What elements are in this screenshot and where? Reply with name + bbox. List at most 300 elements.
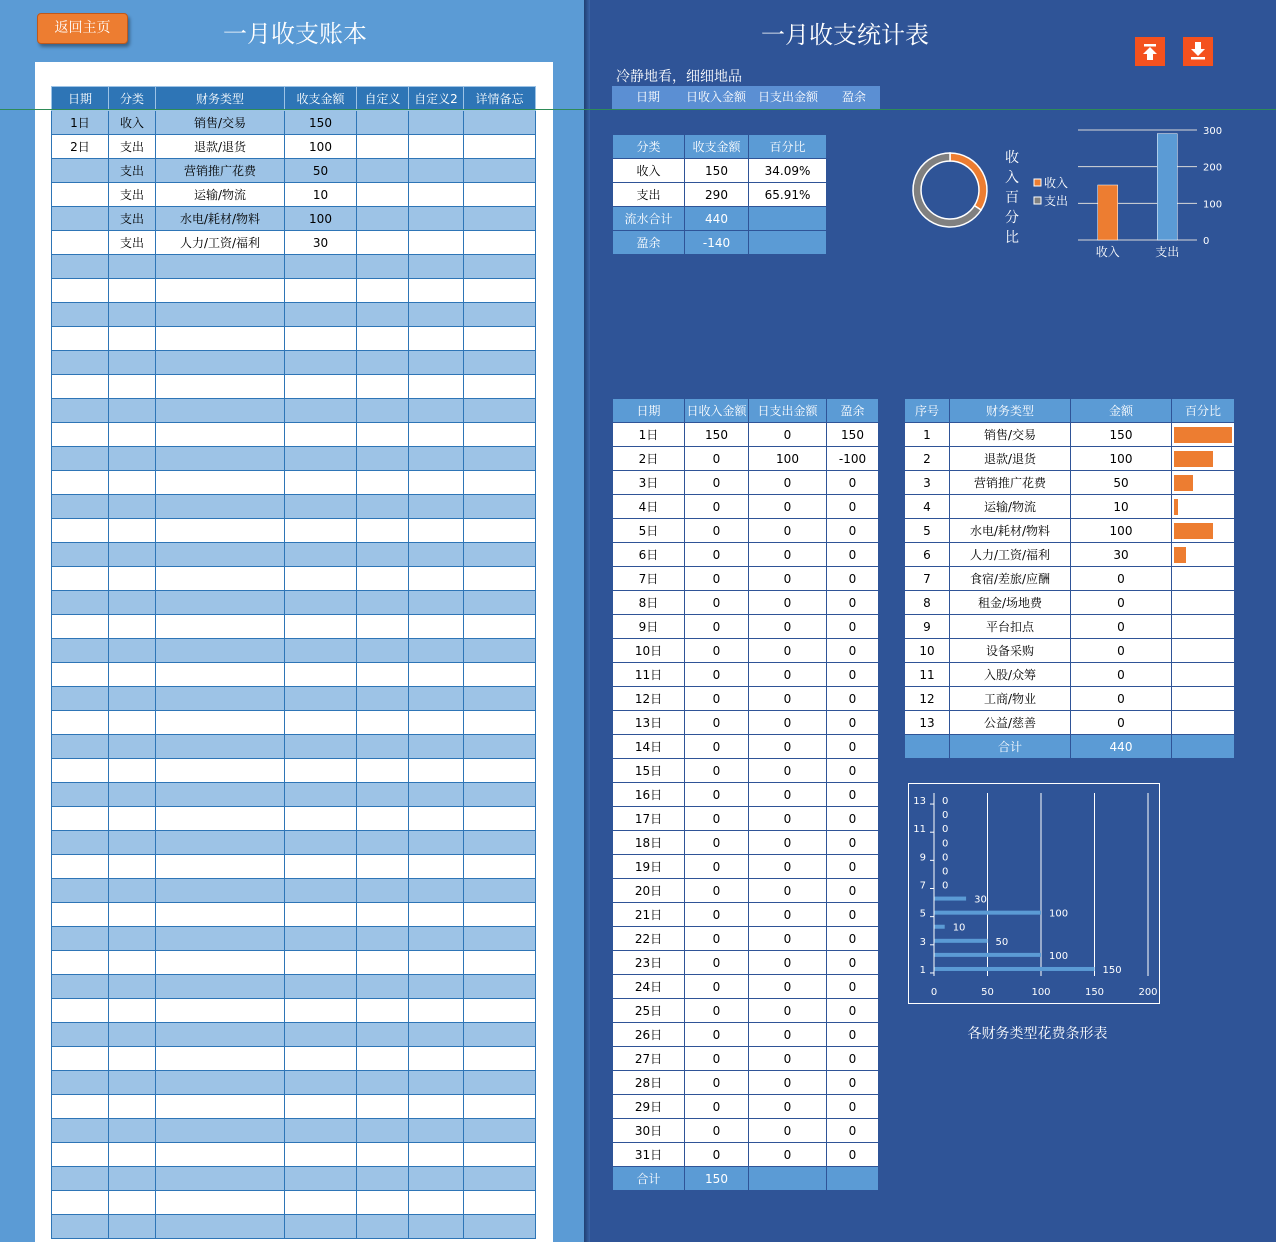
ledger-cell[interactable] bbox=[464, 1167, 536, 1191]
ledger-cell[interactable] bbox=[285, 567, 357, 591]
ledger-cell[interactable] bbox=[52, 591, 109, 615]
ledger-cell[interactable] bbox=[464, 399, 536, 423]
ledger-cell[interactable] bbox=[464, 711, 536, 735]
ledger-cell[interactable] bbox=[109, 735, 156, 759]
ledger-cell[interactable] bbox=[52, 351, 109, 375]
ledger-cell[interactable] bbox=[285, 663, 357, 687]
ledger-cell[interactable] bbox=[52, 1215, 109, 1239]
ledger-cell[interactable] bbox=[464, 1143, 536, 1167]
ledger-cell[interactable] bbox=[357, 783, 409, 807]
ledger-cell[interactable] bbox=[357, 183, 409, 207]
ledger-cell[interactable] bbox=[52, 183, 109, 207]
ledger-cell[interactable] bbox=[109, 495, 156, 519]
ledger-cell[interactable] bbox=[464, 231, 536, 255]
ledger-cell[interactable] bbox=[409, 999, 464, 1023]
ledger-cell[interactable] bbox=[109, 663, 156, 687]
ledger-cell[interactable] bbox=[357, 519, 409, 543]
ledger-cell[interactable] bbox=[409, 951, 464, 975]
ledger-cell[interactable] bbox=[357, 159, 409, 183]
ledger-cell[interactable] bbox=[409, 759, 464, 783]
ledger-cell[interactable] bbox=[52, 1047, 109, 1071]
export-up-icon[interactable] bbox=[1135, 37, 1165, 66]
ledger-cell[interactable] bbox=[109, 639, 156, 663]
ledger-cell[interactable] bbox=[285, 1023, 357, 1047]
ledger-cell[interactable] bbox=[285, 711, 357, 735]
ledger-cell[interactable] bbox=[409, 831, 464, 855]
ledger-cell[interactable]: 支出 bbox=[109, 231, 156, 255]
ledger-cell[interactable]: 1日 bbox=[52, 111, 109, 135]
ledger-cell[interactable] bbox=[357, 375, 409, 399]
ledger-cell[interactable] bbox=[52, 999, 109, 1023]
ledger-cell[interactable] bbox=[409, 351, 464, 375]
download-icon[interactable] bbox=[1183, 37, 1213, 66]
ledger-cell[interactable] bbox=[285, 999, 357, 1023]
ledger-cell[interactable] bbox=[52, 975, 109, 999]
ledger-cell[interactable] bbox=[156, 615, 285, 639]
ledger-cell[interactable] bbox=[464, 135, 536, 159]
ledger-cell[interactable] bbox=[109, 783, 156, 807]
ledger-cell[interactable] bbox=[285, 783, 357, 807]
ledger-cell[interactable] bbox=[464, 1023, 536, 1047]
ledger-cell[interactable] bbox=[109, 807, 156, 831]
ledger-cell[interactable] bbox=[109, 1143, 156, 1167]
ledger-cell[interactable] bbox=[52, 951, 109, 975]
ledger-cell[interactable] bbox=[109, 351, 156, 375]
ledger-cell[interactable] bbox=[156, 375, 285, 399]
ledger-cell[interactable] bbox=[357, 927, 409, 951]
ledger-cell[interactable] bbox=[109, 591, 156, 615]
ledger-cell[interactable] bbox=[109, 903, 156, 927]
ledger-cell[interactable] bbox=[285, 903, 357, 927]
ledger-cell[interactable] bbox=[464, 903, 536, 927]
ledger-cell[interactable] bbox=[52, 231, 109, 255]
ledger-cell[interactable] bbox=[464, 975, 536, 999]
ledger-cell[interactable] bbox=[52, 279, 109, 303]
ledger-cell[interactable] bbox=[464, 807, 536, 831]
ledger-cell[interactable] bbox=[464, 327, 536, 351]
ledger-cell[interactable] bbox=[357, 471, 409, 495]
ledger-cell[interactable] bbox=[109, 879, 156, 903]
ledger-cell[interactable] bbox=[285, 423, 357, 447]
back-home-button[interactable]: 返回主页 bbox=[37, 13, 128, 44]
ledger-cell[interactable] bbox=[109, 375, 156, 399]
ledger-cell[interactable] bbox=[285, 1215, 357, 1239]
ledger-cell[interactable] bbox=[109, 471, 156, 495]
ledger-cell[interactable]: 2日 bbox=[52, 135, 109, 159]
ledger-cell[interactable] bbox=[357, 111, 409, 135]
ledger-cell[interactable] bbox=[464, 687, 536, 711]
ledger-cell[interactable] bbox=[409, 375, 464, 399]
ledger-cell[interactable] bbox=[409, 1143, 464, 1167]
ledger-cell[interactable] bbox=[109, 975, 156, 999]
ledger-cell[interactable] bbox=[285, 759, 357, 783]
ledger-cell[interactable] bbox=[52, 615, 109, 639]
ledger-cell[interactable]: 运输/物流 bbox=[156, 183, 285, 207]
ledger-cell[interactable] bbox=[357, 615, 409, 639]
ledger-cell[interactable] bbox=[357, 1119, 409, 1143]
ledger-cell[interactable] bbox=[156, 471, 285, 495]
ledger-cell[interactable] bbox=[464, 735, 536, 759]
ledger-cell[interactable] bbox=[156, 711, 285, 735]
ledger-cell[interactable] bbox=[285, 447, 357, 471]
ledger-cell[interactable]: 50 bbox=[285, 159, 357, 183]
ledger-cell[interactable]: 支出 bbox=[109, 207, 156, 231]
ledger-cell[interactable] bbox=[409, 183, 464, 207]
ledger-cell[interactable] bbox=[285, 351, 357, 375]
ledger-cell[interactable] bbox=[156, 663, 285, 687]
ledger-cell[interactable] bbox=[109, 279, 156, 303]
ledger-cell[interactable] bbox=[409, 111, 464, 135]
ledger-cell[interactable] bbox=[409, 567, 464, 591]
ledger-cell[interactable] bbox=[357, 255, 409, 279]
ledger-cell[interactable] bbox=[357, 1167, 409, 1191]
ledger-cell[interactable] bbox=[357, 303, 409, 327]
ledger-cell[interactable] bbox=[285, 471, 357, 495]
ledger-cell[interactable] bbox=[52, 1119, 109, 1143]
ledger-cell[interactable] bbox=[357, 855, 409, 879]
ledger-cell[interactable] bbox=[52, 255, 109, 279]
ledger-cell[interactable] bbox=[464, 1119, 536, 1143]
ledger-cell[interactable] bbox=[464, 207, 536, 231]
ledger-cell[interactable] bbox=[409, 543, 464, 567]
ledger-cell[interactable] bbox=[52, 759, 109, 783]
ledger-cell[interactable] bbox=[52, 711, 109, 735]
ledger-cell[interactable] bbox=[156, 879, 285, 903]
ledger-cell[interactable] bbox=[109, 255, 156, 279]
ledger-cell[interactable] bbox=[109, 1095, 156, 1119]
ledger-cell[interactable] bbox=[109, 327, 156, 351]
ledger-cell[interactable] bbox=[109, 519, 156, 543]
ledger-cell[interactable] bbox=[109, 711, 156, 735]
ledger-cell[interactable] bbox=[52, 855, 109, 879]
ledger-cell[interactable] bbox=[156, 999, 285, 1023]
ledger-cell[interactable]: 100 bbox=[285, 207, 357, 231]
ledger-cell[interactable] bbox=[52, 903, 109, 927]
ledger-cell[interactable]: 人力/工资/福利 bbox=[156, 231, 285, 255]
ledger-cell[interactable] bbox=[52, 831, 109, 855]
ledger-cell[interactable] bbox=[357, 711, 409, 735]
ledger-cell[interactable] bbox=[109, 855, 156, 879]
ledger-cell[interactable] bbox=[109, 399, 156, 423]
ledger-cell[interactable] bbox=[156, 783, 285, 807]
ledger-cell[interactable] bbox=[464, 1215, 536, 1239]
ledger-cell[interactable] bbox=[464, 423, 536, 447]
ledger-cell[interactable] bbox=[285, 855, 357, 879]
ledger-cell[interactable] bbox=[409, 1167, 464, 1191]
ledger-cell[interactable] bbox=[52, 327, 109, 351]
ledger-cell[interactable] bbox=[52, 1143, 109, 1167]
ledger-cell[interactable] bbox=[409, 663, 464, 687]
ledger-cell[interactable] bbox=[409, 1215, 464, 1239]
ledger-cell[interactable] bbox=[357, 807, 409, 831]
ledger-cell[interactable] bbox=[464, 303, 536, 327]
ledger-cell[interactable] bbox=[409, 639, 464, 663]
ledger-cell[interactable] bbox=[357, 639, 409, 663]
ledger-cell[interactable] bbox=[357, 759, 409, 783]
ledger-cell[interactable] bbox=[409, 303, 464, 327]
ledger-cell[interactable] bbox=[285, 639, 357, 663]
ledger-cell[interactable] bbox=[156, 807, 285, 831]
ledger-cell[interactable] bbox=[409, 1023, 464, 1047]
ledger-cell[interactable] bbox=[52, 1023, 109, 1047]
ledger-cell[interactable] bbox=[464, 1071, 536, 1095]
ledger-cell[interactable] bbox=[109, 951, 156, 975]
ledger-cell[interactable] bbox=[409, 423, 464, 447]
ledger-cell[interactable] bbox=[357, 447, 409, 471]
ledger-cell[interactable] bbox=[285, 495, 357, 519]
ledger-cell[interactable] bbox=[464, 111, 536, 135]
ledger-cell[interactable] bbox=[52, 159, 109, 183]
ledger-cell[interactable] bbox=[409, 1095, 464, 1119]
ledger-cell[interactable] bbox=[52, 303, 109, 327]
ledger-cell[interactable] bbox=[52, 399, 109, 423]
ledger-cell[interactable] bbox=[409, 1071, 464, 1095]
ledger-cell[interactable] bbox=[156, 951, 285, 975]
ledger-cell[interactable] bbox=[464, 543, 536, 567]
ledger-cell[interactable]: 30 bbox=[285, 231, 357, 255]
ledger-cell[interactable] bbox=[464, 255, 536, 279]
ledger-cell[interactable] bbox=[52, 735, 109, 759]
ledger-cell[interactable] bbox=[357, 1071, 409, 1095]
ledger-cell[interactable] bbox=[156, 735, 285, 759]
ledger-cell[interactable] bbox=[409, 687, 464, 711]
ledger-cell[interactable] bbox=[52, 519, 109, 543]
ledger-cell[interactable] bbox=[464, 567, 536, 591]
ledger-cell[interactable] bbox=[156, 591, 285, 615]
ledger-cell[interactable] bbox=[357, 831, 409, 855]
ledger-cell[interactable] bbox=[109, 1071, 156, 1095]
ledger-cell[interactable] bbox=[357, 327, 409, 351]
ledger-cell[interactable] bbox=[52, 543, 109, 567]
ledger-cell[interactable] bbox=[357, 975, 409, 999]
ledger-cell[interactable] bbox=[357, 399, 409, 423]
ledger-cell[interactable] bbox=[156, 855, 285, 879]
ledger-cell[interactable] bbox=[409, 327, 464, 351]
ledger-cell[interactable] bbox=[285, 255, 357, 279]
ledger-cell[interactable]: 支出 bbox=[109, 183, 156, 207]
ledger-cell[interactable] bbox=[285, 591, 357, 615]
ledger-cell[interactable] bbox=[357, 567, 409, 591]
ledger-cell[interactable] bbox=[409, 903, 464, 927]
ledger-cell[interactable] bbox=[52, 1071, 109, 1095]
ledger-cell[interactable] bbox=[156, 1071, 285, 1095]
ledger-cell[interactable] bbox=[357, 1143, 409, 1167]
ledger-cell[interactable] bbox=[109, 927, 156, 951]
ledger-cell[interactable] bbox=[357, 999, 409, 1023]
ledger-cell[interactable] bbox=[464, 447, 536, 471]
ledger-cell[interactable] bbox=[409, 927, 464, 951]
ledger-cell[interactable] bbox=[357, 207, 409, 231]
ledger-cell[interactable] bbox=[285, 1167, 357, 1191]
ledger-cell[interactable] bbox=[409, 399, 464, 423]
ledger-cell[interactable] bbox=[109, 303, 156, 327]
ledger-cell[interactable] bbox=[156, 543, 285, 567]
ledger-cell[interactable]: 退款/退货 bbox=[156, 135, 285, 159]
ledger-cell[interactable] bbox=[285, 615, 357, 639]
ledger-cell[interactable] bbox=[285, 1071, 357, 1095]
ledger-cell[interactable] bbox=[464, 591, 536, 615]
ledger-cell[interactable] bbox=[109, 831, 156, 855]
ledger-cell[interactable] bbox=[285, 951, 357, 975]
ledger-cell[interactable] bbox=[285, 279, 357, 303]
ledger-cell[interactable] bbox=[357, 1095, 409, 1119]
ledger-cell[interactable] bbox=[409, 231, 464, 255]
ledger-cell[interactable] bbox=[409, 159, 464, 183]
ledger-cell[interactable] bbox=[464, 495, 536, 519]
ledger-cell[interactable] bbox=[156, 687, 285, 711]
ledger-cell[interactable] bbox=[156, 639, 285, 663]
ledger-cell[interactable] bbox=[464, 663, 536, 687]
ledger-cell[interactable] bbox=[285, 543, 357, 567]
ledger-cell[interactable]: 收入 bbox=[109, 111, 156, 135]
ledger-cell[interactable] bbox=[156, 495, 285, 519]
ledger-cell[interactable] bbox=[156, 303, 285, 327]
ledger-cell[interactable] bbox=[156, 1023, 285, 1047]
ledger-cell[interactable] bbox=[52, 447, 109, 471]
ledger-cell[interactable]: 150 bbox=[285, 111, 357, 135]
ledger-cell[interactable] bbox=[285, 927, 357, 951]
ledger-cell[interactable] bbox=[464, 951, 536, 975]
ledger-cell[interactable] bbox=[285, 327, 357, 351]
ledger-cell[interactable] bbox=[409, 471, 464, 495]
ledger-cell[interactable] bbox=[156, 1095, 285, 1119]
ledger-cell[interactable]: 水电/耗材/物料 bbox=[156, 207, 285, 231]
ledger-cell[interactable] bbox=[109, 1119, 156, 1143]
ledger-cell[interactable] bbox=[285, 807, 357, 831]
ledger-cell[interactable] bbox=[464, 783, 536, 807]
ledger-cell[interactable] bbox=[464, 471, 536, 495]
ledger-cell[interactable] bbox=[409, 495, 464, 519]
ledger-cell[interactable] bbox=[156, 423, 285, 447]
ledger-cell[interactable] bbox=[156, 255, 285, 279]
ledger-cell[interactable] bbox=[357, 279, 409, 303]
ledger-cell[interactable]: 100 bbox=[285, 135, 357, 159]
ledger-cell[interactable] bbox=[464, 615, 536, 639]
ledger-cell[interactable] bbox=[109, 687, 156, 711]
ledger-cell[interactable] bbox=[464, 1047, 536, 1071]
ledger-cell[interactable] bbox=[156, 327, 285, 351]
ledger-cell[interactable] bbox=[285, 1191, 357, 1215]
ledger-cell[interactable] bbox=[285, 375, 357, 399]
ledger-cell[interactable] bbox=[285, 1143, 357, 1167]
ledger-cell[interactable] bbox=[156, 279, 285, 303]
ledger-cell[interactable] bbox=[52, 783, 109, 807]
ledger-cell[interactable] bbox=[109, 999, 156, 1023]
ledger-cell[interactable] bbox=[156, 975, 285, 999]
ledger-cell[interactable] bbox=[285, 687, 357, 711]
ledger-cell[interactable] bbox=[464, 279, 536, 303]
ledger-cell[interactable] bbox=[409, 207, 464, 231]
ledger-cell[interactable] bbox=[357, 423, 409, 447]
ledger-cell[interactable] bbox=[285, 879, 357, 903]
ledger-cell[interactable] bbox=[464, 759, 536, 783]
ledger-cell[interactable] bbox=[52, 663, 109, 687]
ledger-cell[interactable] bbox=[156, 519, 285, 543]
ledger-cell[interactable] bbox=[357, 231, 409, 255]
ledger-cell[interactable] bbox=[109, 1023, 156, 1047]
ledger-cell[interactable] bbox=[464, 1095, 536, 1119]
ledger-cell[interactable] bbox=[109, 1167, 156, 1191]
ledger-cell[interactable] bbox=[357, 1215, 409, 1239]
ledger-cell[interactable] bbox=[357, 663, 409, 687]
ledger-cell[interactable] bbox=[464, 855, 536, 879]
ledger-cell[interactable] bbox=[285, 399, 357, 423]
ledger-cell[interactable]: 10 bbox=[285, 183, 357, 207]
ledger-cell[interactable] bbox=[409, 783, 464, 807]
ledger-cell[interactable] bbox=[409, 279, 464, 303]
ledger-cell[interactable] bbox=[464, 879, 536, 903]
ledger-cell[interactable] bbox=[285, 1119, 357, 1143]
ledger-cell[interactable] bbox=[409, 711, 464, 735]
ledger-cell[interactable]: 支出 bbox=[109, 159, 156, 183]
ledger-cell[interactable] bbox=[409, 591, 464, 615]
ledger-cell[interactable] bbox=[464, 1191, 536, 1215]
ledger-cell[interactable] bbox=[109, 615, 156, 639]
ledger-cell[interactable] bbox=[409, 447, 464, 471]
ledger-cell[interactable] bbox=[156, 903, 285, 927]
ledger-cell[interactable] bbox=[409, 615, 464, 639]
ledger-cell[interactable] bbox=[109, 543, 156, 567]
ledger-cell[interactable] bbox=[409, 1119, 464, 1143]
ledger-cell[interactable] bbox=[464, 183, 536, 207]
ledger-cell[interactable] bbox=[285, 831, 357, 855]
ledger-cell[interactable] bbox=[464, 999, 536, 1023]
ledger-cell[interactable] bbox=[285, 519, 357, 543]
ledger-cell[interactable] bbox=[357, 687, 409, 711]
ledger-cell[interactable] bbox=[52, 567, 109, 591]
ledger-cell[interactable] bbox=[156, 351, 285, 375]
ledger-cell[interactable]: 支出 bbox=[109, 135, 156, 159]
ledger-cell[interactable] bbox=[52, 471, 109, 495]
ledger-cell[interactable] bbox=[156, 1215, 285, 1239]
ledger-cell[interactable] bbox=[464, 159, 536, 183]
ledger-cell[interactable] bbox=[109, 1215, 156, 1239]
ledger-cell[interactable] bbox=[464, 519, 536, 543]
ledger-cell[interactable] bbox=[409, 255, 464, 279]
ledger-cell[interactable]: 销售/交易 bbox=[156, 111, 285, 135]
ledger-cell[interactable] bbox=[285, 303, 357, 327]
ledger-cell[interactable] bbox=[156, 1167, 285, 1191]
ledger-cell[interactable] bbox=[109, 1047, 156, 1071]
ledger-cell[interactable] bbox=[464, 375, 536, 399]
ledger-cell[interactable] bbox=[52, 687, 109, 711]
ledger-cell[interactable] bbox=[357, 351, 409, 375]
ledger-cell[interactable] bbox=[156, 831, 285, 855]
ledger-cell[interactable] bbox=[156, 1047, 285, 1071]
ledger-cell[interactable] bbox=[409, 1047, 464, 1071]
ledger-cell[interactable] bbox=[52, 927, 109, 951]
ledger-cell[interactable] bbox=[156, 1119, 285, 1143]
ledger-cell[interactable] bbox=[52, 495, 109, 519]
ledger-cell[interactable] bbox=[464, 831, 536, 855]
ledger-cell[interactable] bbox=[52, 807, 109, 831]
ledger-cell[interactable] bbox=[285, 735, 357, 759]
ledger-cell[interactable] bbox=[357, 543, 409, 567]
ledger-cell[interactable] bbox=[357, 591, 409, 615]
ledger-cell[interactable] bbox=[285, 975, 357, 999]
ledger-cell[interactable] bbox=[464, 927, 536, 951]
ledger-cell[interactable] bbox=[357, 1047, 409, 1071]
ledger-cell[interactable] bbox=[285, 1047, 357, 1071]
ledger-cell[interactable] bbox=[156, 759, 285, 783]
ledger-cell[interactable] bbox=[357, 879, 409, 903]
ledger-cell[interactable] bbox=[156, 1191, 285, 1215]
ledger-cell[interactable] bbox=[156, 447, 285, 471]
ledger-cell[interactable] bbox=[409, 975, 464, 999]
ledger-cell[interactable] bbox=[109, 1191, 156, 1215]
ledger-cell[interactable]: 营销推广花费 bbox=[156, 159, 285, 183]
ledger-cell[interactable] bbox=[464, 639, 536, 663]
